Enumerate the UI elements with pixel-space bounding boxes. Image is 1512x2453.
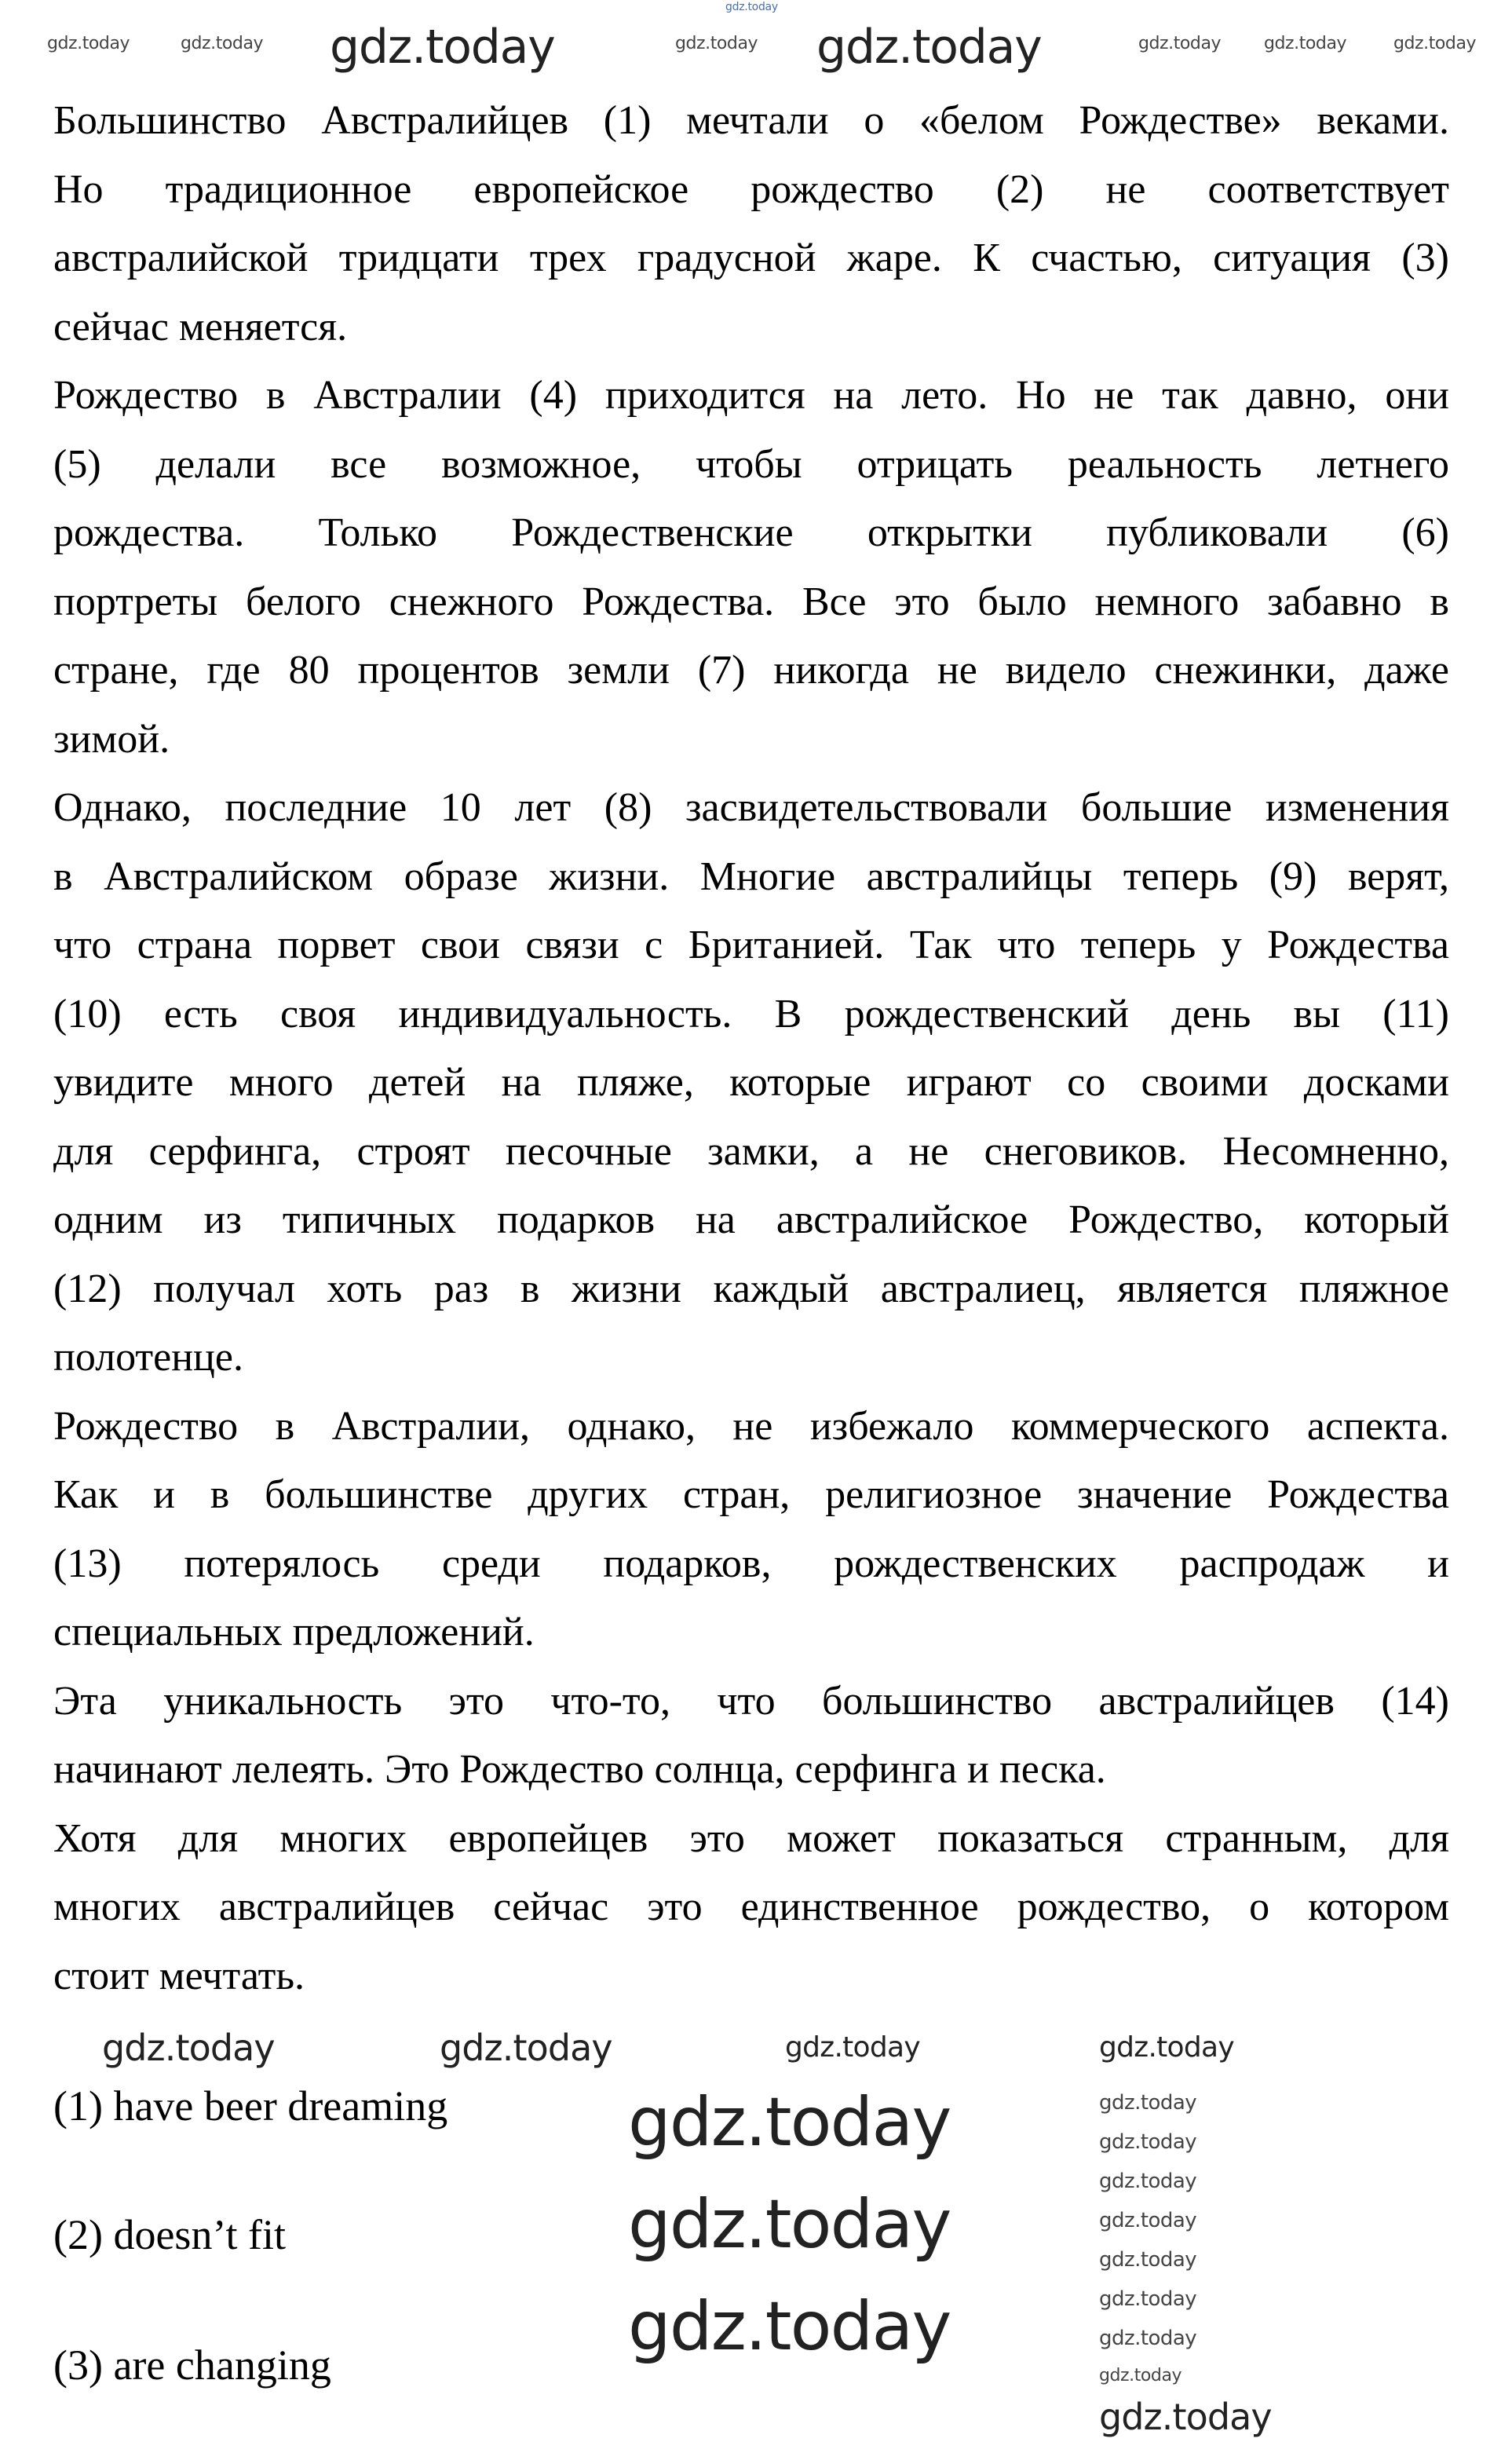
text-line: (12) получал хоть раз в жизни каждый австралиец, является пляжное bbox=[53, 1266, 1449, 1311]
text-line: стоит мечтать. bbox=[53, 1953, 305, 1998]
watermark: gdz.today bbox=[1099, 2170, 1197, 2193]
watermark: gdz.today bbox=[1264, 34, 1347, 53]
text-line: Большинство Австралийцев (1) мечтали о «белом Рождестве» веками. bbox=[53, 98, 1449, 143]
watermark: gdz.today bbox=[1099, 2396, 1272, 2438]
text-line: полотенце. bbox=[53, 1335, 243, 1380]
watermark: gdz.today bbox=[628, 2287, 951, 2366]
watermark: gdz.today bbox=[1099, 2091, 1197, 2115]
watermark: gdz.today bbox=[330, 20, 555, 75]
text-line: (10) есть своя индивидуальность. В рождественский день вы (11) bbox=[53, 991, 1449, 1036]
watermark: gdz.today bbox=[47, 34, 130, 53]
watermark: gdz.today bbox=[816, 20, 1042, 75]
watermark: gdz.today bbox=[628, 2185, 951, 2264]
watermark: gdz.today bbox=[1138, 34, 1222, 53]
text-line: для серфинга, строят песочные замки, а не снеговиков. Несомненно, bbox=[53, 1128, 1449, 1174]
answer-3: (3) are changing bbox=[53, 2342, 331, 2389]
watermark: gdz.today bbox=[1099, 2248, 1197, 2272]
watermark: gdz.today bbox=[675, 34, 758, 53]
text-line: Рождество в Австралии, однако, не избежало коммерческого аспекта. bbox=[53, 1403, 1449, 1449]
watermark: gdz.today bbox=[785, 2031, 920, 2064]
text-line: сейчас меняется. bbox=[53, 304, 348, 349]
watermark: gdz.today bbox=[725, 1, 778, 13]
watermark: gdz.today bbox=[181, 34, 264, 53]
watermark: gdz.today bbox=[102, 2027, 275, 2069]
watermark: gdz.today bbox=[1099, 2209, 1197, 2232]
text-line: в Австралийском образе жизни. Многие австралийцы теперь (9) верят, bbox=[53, 854, 1449, 899]
text-line: начинают лелеять. Это Рождество солнца, серфинга и песка. bbox=[53, 1747, 1106, 1792]
text-line: Рождество в Австралии (4) приходится на лето. Но не так давно, они bbox=[53, 373, 1449, 418]
watermark: gdz.today bbox=[1099, 2287, 1197, 2311]
watermark: gdz.today bbox=[1099, 2327, 1197, 2350]
watermark: gdz.today bbox=[1099, 2366, 1182, 2385]
text-line: Как и в большинстве других стран, религиозное значение Рождества bbox=[53, 1472, 1449, 1517]
text-line: стране, где 80 процентов земли (7) никогда не видело снежинки, даже bbox=[53, 648, 1449, 693]
text-line: зимой. bbox=[53, 716, 170, 762]
answer-1: (1) have beer dreaming bbox=[53, 2082, 448, 2129]
text-line: одним из типичных подарков на австралийское Рождество, который bbox=[53, 1197, 1449, 1242]
text-line: австралийской тридцати трех градусной жаре. К счастью, ситуация (3) bbox=[53, 236, 1449, 280]
watermark: gdz.today bbox=[1099, 2130, 1197, 2154]
text-line: (5) делали все возможное, чтобы отрицать реальность летнего bbox=[53, 441, 1449, 487]
watermark: gdz.today bbox=[1393, 34, 1477, 53]
text-line: портреты белого снежного Рождества. Все это было немного забавно в bbox=[53, 579, 1449, 624]
text-line: что страна порвет свои связи с Британией. Так что теперь у Рождества bbox=[53, 923, 1449, 967]
text-line: Но традиционное европейское рождество (2) не соответствует bbox=[53, 166, 1449, 212]
text-line: рождества. Только Рождественские открытки публиковали (6) bbox=[53, 510, 1449, 555]
text-line: Эта уникальность это что-то, что большинство австралийцев (14) bbox=[53, 1678, 1449, 1724]
text-line: специальных предложений. bbox=[53, 1610, 535, 1654]
text-line: (13) потерялось среди подарков, рождественских распродаж и bbox=[53, 1541, 1449, 1586]
text-line: многих австралийцев сейчас это единственное рождество, о котором bbox=[53, 1885, 1449, 1929]
watermark: gdz.today bbox=[1099, 2031, 1234, 2064]
watermark: gdz.today bbox=[628, 2083, 951, 2162]
text-line: увидите много детей на пляже, которые играют со своими досками bbox=[53, 1060, 1449, 1105]
russian-translation-text bbox=[53, 86, 1449, 2010]
text-line: Хотя для многих европейцев это может показаться странным, для bbox=[53, 1815, 1449, 1861]
text-line: Однако, последние 10 лет (8) засвидетельствовали большие изменения bbox=[53, 785, 1449, 830]
watermark: gdz.today bbox=[440, 2027, 612, 2069]
answer-2: (2) doesn’t fit bbox=[53, 2211, 286, 2258]
